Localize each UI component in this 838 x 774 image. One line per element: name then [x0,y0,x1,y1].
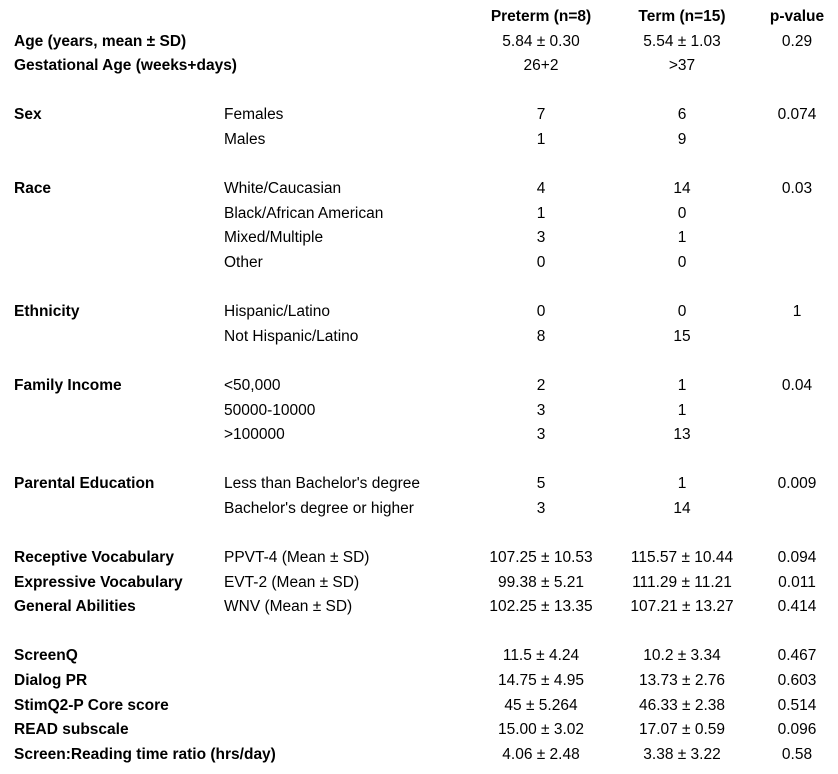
spacer-row [0,620,838,645]
row-label: Receptive Vocabulary [14,549,174,567]
table-row [0,743,838,768]
term-value: 10.2 ± 3.34 [643,647,721,665]
row-sublabel: >100000 [224,426,285,444]
table-row [0,546,838,571]
preterm-value: 15.00 ± 3.02 [497,721,585,739]
spacer-row [0,521,838,546]
term-value: 1 [677,376,687,394]
table-row [0,202,838,227]
term-value: 13 [673,426,691,444]
term-value: 107.21 ± 13.27 [630,598,734,616]
preterm-value: 4.06 ± 2.48 [502,745,580,763]
term-value: 0 [677,303,687,321]
pvalue: 0.467 [777,647,817,665]
table-row [0,251,838,276]
preterm-value: 11.5 ± 4.24 [502,647,580,665]
preterm-value: 26+2 [523,57,559,75]
pvalue: 0.009 [777,475,817,493]
spacer-row [0,349,838,374]
preterm-value: 1 [536,204,546,222]
row-label: Expressive Vocabulary [14,573,183,591]
preterm-value: 3 [536,229,546,247]
pvalue: 0.074 [777,106,817,124]
row-sublabel: Bachelor's degree or higher [224,499,414,517]
row-sublabel: WNV (Mean ± SD) [224,598,353,616]
pvalue: 1 [792,303,802,321]
preterm-value: 0 [536,253,546,271]
pvalue: 0.414 [777,598,817,616]
table-row [0,694,838,719]
term-value: 14 [673,180,691,198]
table-row [0,325,838,350]
term-value: >37 [668,57,696,75]
term-value: 9 [677,130,687,148]
row-label: Dialog PR [14,672,88,690]
preterm-value: 1 [536,130,546,148]
preterm-value: 14.75 ± 4.95 [497,672,585,690]
spacer-row [0,153,838,178]
table-row [0,177,838,202]
table-row [0,595,838,620]
row-label: Age (years, mean ± SD) [14,32,187,50]
term-value: 3.38 ± 3.22 [643,745,721,763]
pvalue: 0.094 [777,549,817,567]
term-value: 0 [677,204,687,222]
spacer-row [0,276,838,301]
row-sublabel: Other [224,253,263,271]
preterm-value: 5.84 ± 0.30 [502,32,580,50]
term-value: 0 [677,253,687,271]
table-row [0,300,838,325]
row-label: General Abilities [14,598,136,616]
preterm-value: 2 [536,376,546,394]
pvalue: 0.04 [781,376,813,394]
preterm-value: 0 [536,303,546,321]
preterm-value: 4 [536,180,546,198]
preterm-value: 99.38 ± 5.21 [497,573,585,591]
row-label: Race [14,180,52,198]
row-sublabel: <50,000 [224,376,281,394]
table-row [0,497,838,522]
preterm-value: 3 [536,426,546,444]
table-body [0,30,838,768]
preterm-value: 5 [536,475,546,493]
table-row [0,399,838,424]
row-label: Parental Education [14,475,155,493]
table-row [0,644,838,669]
row-sublabel: White/Caucasian [224,180,342,198]
preterm-value: 8 [536,327,546,345]
table-row [0,226,838,251]
spacer-row [0,448,838,473]
table-row [0,423,838,448]
row-label: ScreenQ [14,647,78,665]
row-sublabel: PPVT-4 (Mean ± SD) [224,549,370,567]
row-label: Family Income [14,376,122,394]
pvalue: 0.58 [781,745,813,763]
term-value: 17.07 ± 0.59 [638,721,726,739]
term-value: 15 [673,327,691,345]
table-header-row [0,5,838,30]
table-row [0,571,838,596]
pvalue-column-header: p-value [769,8,825,25]
row-sublabel: Hispanic/Latino [224,303,330,321]
row-sublabel: Not Hispanic/Latino [224,327,359,345]
term-value: 115.57 ± 10.44 [630,549,734,567]
term-value: 14 [673,499,691,517]
row-label: READ subscale [14,721,129,739]
pvalue: 0.011 [778,573,816,591]
table-row [0,54,838,79]
pvalue: 0.603 [777,672,817,690]
pvalue: 0.29 [781,32,813,50]
term-value: 111.29 ± 11.21 [632,573,732,591]
table-row [0,374,838,399]
table-row [0,472,838,497]
row-sublabel: Black/African American [224,204,384,222]
row-label: Sex [14,106,42,124]
row-sublabel: Mixed/Multiple [224,229,324,247]
table-row [0,718,838,743]
spacer-row [0,79,838,104]
preterm-value: 7 [536,106,546,124]
preterm-value: 102.25 ± 13.35 [489,598,593,616]
term-value: 5.54 ± 1.03 [643,32,721,50]
row-sublabel: Females [224,106,284,124]
row-label: Ethnicity [14,303,80,321]
pvalue: 0.03 [781,180,813,198]
row-label: StimQ2-P Core score [14,696,169,714]
table-row [0,669,838,694]
row-sublabel: EVT-2 (Mean ± SD) [224,573,360,591]
term-value: 1 [677,475,687,493]
preterm-value: 45 ± 5.264 [504,696,578,714]
row-label: Screen:Reading time ratio (hrs/day) [14,745,276,763]
term-value: 13.73 ± 2.76 [638,672,726,690]
preterm-column-header: Preterm (n=8) [490,8,592,25]
row-sublabel: 50000-10000 [224,401,316,419]
table-row [0,30,838,55]
term-value: 1 [677,401,687,419]
table-row [0,128,838,153]
preterm-value: 3 [536,499,546,517]
preterm-value: 107.25 ± 10.53 [489,549,593,567]
pvalue: 0.514 [777,696,817,714]
term-value: 6 [677,106,687,124]
term-column-header: Term (n=15) [638,8,726,25]
demographics-table [0,5,838,767]
term-value: 46.33 ± 2.38 [638,696,726,714]
pvalue: 0.096 [777,721,817,739]
preterm-value: 3 [536,401,546,419]
row-label: Gestational Age (weeks+days) [14,57,237,75]
row-sublabel: Males [224,130,266,148]
row-sublabel: Less than Bachelor's degree [224,475,420,493]
table-row [0,103,838,128]
term-value: 1 [677,229,687,247]
